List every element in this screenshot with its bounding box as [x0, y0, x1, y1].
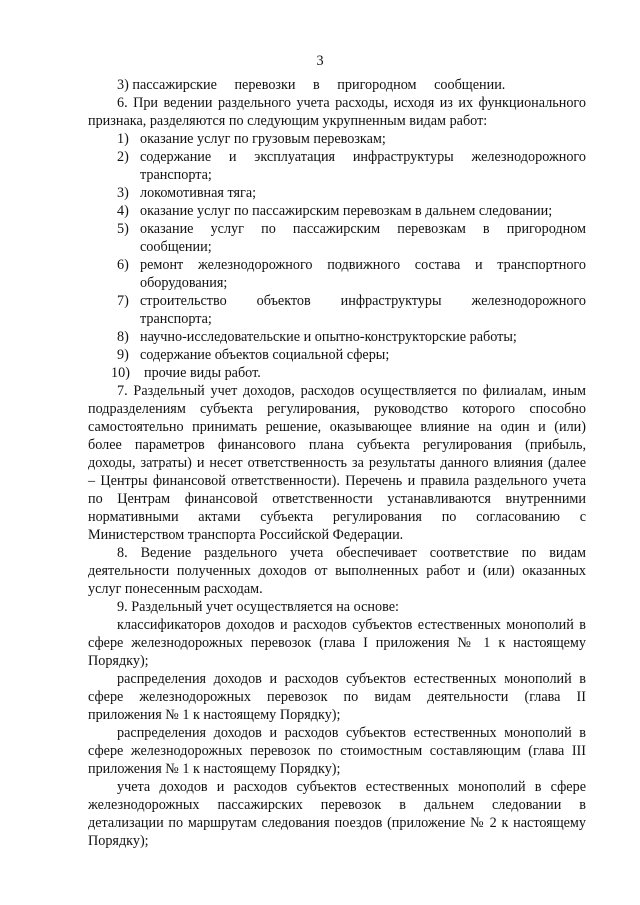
basis-item-line: приложения № 1 к настоящему Порядку); — [88, 707, 341, 723]
paragraph-9 — [88, 598, 586, 616]
basis-item-line: Порядку); — [88, 653, 149, 669]
list-item-text: пассажирские перевозки в пригородном сообщении. — [132, 77, 506, 93]
work-item-text: сообщении; — [140, 239, 212, 255]
basis-item-line: классификаторов доходов и расходов субъектов естественных монополий в — [117, 617, 586, 633]
work-item — [88, 238, 586, 256]
document-body — [88, 76, 586, 850]
work-item-text: ремонт железнодорожного подвижного состава и транспортного — [140, 257, 586, 273]
work-item — [88, 130, 586, 148]
work-item — [88, 220, 586, 238]
work-item-text: содержание объектов социальной сферы; — [140, 347, 390, 363]
basis-item-line: детализации по маршрутам следования поездов (приложение № 2 к настоящему — [88, 815, 586, 831]
basis-item-line: распределения доходов и расходов субъектов естественных монополий в — [117, 671, 586, 687]
list-item-number: 3) — [117, 77, 129, 93]
work-item-number: 1) — [117, 131, 129, 147]
paragraph-7-line: – Центры финансовой ответственности). Перечень и правила раздельного учета — [88, 473, 586, 489]
work-item-number: 6) — [117, 257, 129, 273]
work-item — [88, 148, 586, 166]
work-item-text: оказание услуг по пассажирским перевозкам в пригородном — [140, 221, 586, 237]
basis-item-line: железнодорожных пассажирских перевозок в дальнем следовании в — [88, 797, 586, 813]
paragraph-7-line: самостоятельно принимать решение, оказывающее влияние на один и (или) — [88, 419, 586, 435]
basis-item-line: распределения доходов и расходов субъектов естественных монополий в — [117, 725, 586, 741]
work-item-text: оказание услуг по пассажирским перевозкам в дальнем следовании; — [140, 203, 553, 219]
work-item-text: оборудования; — [140, 275, 228, 291]
work-item-number: 8) — [117, 329, 129, 345]
paragraph-6-line: признака, разделяются по следующим укрупненным видам работ: — [88, 113, 488, 129]
paragraph-7-line: подразделениям субъекта регулирования, руководство которого способно — [88, 401, 586, 417]
basis-item-line: приложения № 1 к настоящему Порядку); — [88, 761, 341, 777]
work-item-text: локомотивная тяга; — [140, 185, 257, 201]
paragraph-9-line: 9. Раздельный учет осуществляется на основе: — [117, 599, 399, 615]
work-item — [88, 274, 586, 292]
work-item — [88, 202, 586, 220]
paragraph-6-line: 6. При ведении раздельного учета расходы, исходя из их функционального — [117, 95, 586, 111]
paragraph-7-line: нормативными актами субъекта регулирования по согласованию с — [88, 509, 586, 525]
work-item-text: транспорта; — [140, 311, 212, 327]
paragraph-8-line: деятельности полученных доходов от выполненных работ и (или) оказанных — [88, 563, 586, 579]
work-item-text: научно-исследовательские и опытно-конструкторские работы; — [140, 329, 517, 345]
work-item-number: 4) — [117, 203, 129, 219]
work-item — [88, 346, 586, 364]
work-item-text: оказание услуг по грузовым перевозкам; — [140, 131, 386, 147]
work-item-number: 5) — [117, 221, 129, 237]
work-item — [88, 184, 586, 202]
work-item-number: 3) — [117, 185, 129, 201]
work-item-text: содержание и эксплуатация инфраструктуры железнодорожного — [140, 149, 586, 165]
work-item-number: 10) — [111, 365, 130, 381]
work-item — [88, 310, 586, 328]
basis-item-line: сфере железнодорожных перевозок (глава I приложения № 1 к настоящему — [88, 635, 586, 651]
paragraph-7-line: 7. Раздельный учет доходов, расходов осуществляется по филиалам, иным — [117, 383, 586, 399]
work-item — [88, 256, 586, 274]
page-number: 3 — [316, 53, 324, 69]
basis-item-line: сфере железнодорожных перевозок по видам деятельности (глава II — [88, 689, 586, 705]
work-item-text: прочие виды работ. — [144, 365, 261, 381]
work-item-number: 9) — [117, 347, 129, 363]
list-item — [88, 76, 586, 94]
work-item-number: 7) — [117, 293, 129, 309]
basis-item-line: учета доходов и расходов субъектов естественных монополий в сфере — [117, 779, 586, 795]
basis-item-line: Порядку); — [88, 833, 149, 849]
paragraph-7 — [88, 382, 586, 544]
basis-item-line: сфере железнодорожных перевозок по стоимостным составляющим (глава III — [88, 743, 586, 759]
work-item — [88, 166, 586, 184]
work-item — [88, 292, 586, 310]
work-item-number: 2) — [117, 149, 129, 165]
paragraph-7-line: более параметров финансового плана субъекта регулирования (прибыль, — [88, 437, 586, 453]
paragraph-7-line: доходы, затраты) и несет ответственность за результаты данного влияния (далее — [88, 455, 586, 471]
paragraph-7-line: по Центрам финансовой ответственности устанавливаются внутренними — [88, 491, 586, 507]
paragraph-8-line: 8. Ведение раздельного учета обеспечивает соответствие по видам — [117, 545, 586, 561]
work-types-list — [88, 130, 586, 382]
work-item — [88, 364, 586, 382]
basis-list — [88, 616, 586, 850]
paragraph-7-line: Министерством транспорта Российской Федерации. — [88, 527, 404, 543]
paragraph-8 — [88, 544, 586, 598]
work-item — [88, 328, 586, 346]
work-item-text: транспорта; — [140, 167, 212, 183]
work-item-text: строительство объектов инфраструктуры железнодорожного — [140, 293, 586, 309]
paragraph-8-line: услуг понесенным расходам. — [88, 581, 263, 597]
